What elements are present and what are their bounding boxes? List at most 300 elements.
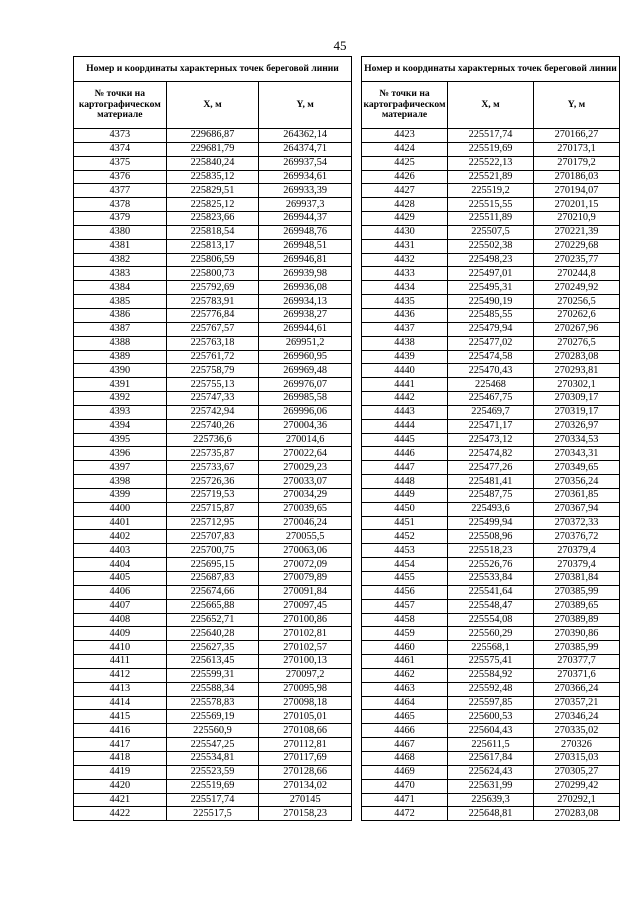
cell-y: 270267,96: [534, 322, 620, 336]
table-row: [362, 267, 620, 281]
cell-y: 270349,65: [534, 461, 620, 475]
cell-y: 270256,5: [534, 295, 620, 309]
table-row: [362, 724, 620, 738]
cell-x: 225761,72: [166, 350, 259, 364]
cell-x: 225763,18: [166, 336, 259, 350]
table-row: [74, 405, 352, 419]
cell-y: 269996,06: [259, 405, 352, 419]
table-row: [74, 156, 352, 170]
cell-x: 225640,28: [166, 627, 259, 641]
table-row: [74, 129, 352, 143]
table-row: [362, 170, 620, 184]
cell-y: 270221,39: [534, 225, 620, 239]
cell-point-number: 4423: [362, 129, 448, 143]
cell-x: 225477,02: [448, 336, 534, 350]
cell-point-number: 4454: [362, 558, 448, 572]
cell-x: 225613,45: [166, 655, 259, 669]
cell-x: 225507,5: [448, 225, 534, 239]
cell-y: 270033,07: [259, 475, 352, 489]
cell-x: 225495,31: [448, 281, 534, 295]
table-row: [362, 350, 620, 364]
cell-y: 269934,61: [259, 170, 352, 184]
cell-point-number: 4424: [362, 142, 448, 156]
cell-x: 225736,6: [166, 433, 259, 447]
cell-x: 225639,3: [448, 793, 534, 807]
cell-x: 225519,69: [166, 779, 259, 793]
cell-y: 270173,1: [534, 142, 620, 156]
table-row: [362, 225, 620, 239]
table-row: [74, 682, 352, 696]
cell-x: 225758,79: [166, 364, 259, 378]
cell-point-number: 4373: [74, 129, 167, 143]
cell-point-number: 4435: [362, 295, 448, 309]
table-row: [362, 696, 620, 710]
cell-x: 225742,94: [166, 405, 259, 419]
cell-point-number: 4411: [74, 655, 167, 669]
cell-y: 270022,64: [259, 447, 352, 461]
cell-point-number: 4445: [362, 433, 448, 447]
cell-x: 225700,75: [166, 544, 259, 558]
cell-point-number: 4469: [362, 765, 448, 779]
cell-y: 270112,81: [259, 738, 352, 752]
cell-y: 270343,31: [534, 447, 620, 461]
cell-x: 225485,55: [448, 308, 534, 322]
cell-point-number: 4399: [74, 488, 167, 502]
cell-x: 225578,83: [166, 696, 259, 710]
table-row: [362, 558, 620, 572]
cell-x: 225617,84: [448, 751, 534, 765]
cell-point-number: 4376: [74, 170, 167, 184]
table-row: [74, 253, 352, 267]
table-row: [74, 281, 352, 295]
cell-x: 225687,83: [166, 572, 259, 586]
column-header-point: № точки на картографическом материале: [362, 82, 448, 129]
coordinates-table-left: [73, 56, 352, 821]
cell-x: 225517,74: [166, 793, 259, 807]
cell-x: 225825,12: [166, 198, 259, 212]
cell-point-number: 4392: [74, 392, 167, 406]
cell-x: 229686,87: [166, 129, 259, 143]
column-header-y: Y, м: [534, 82, 620, 129]
table-row: [362, 516, 620, 530]
table-row: [74, 295, 352, 309]
cell-y: 269948,51: [259, 239, 352, 253]
cell-point-number: 4374: [74, 142, 167, 156]
cell-point-number: 4443: [362, 405, 448, 419]
cell-point-number: 4422: [74, 807, 167, 821]
cell-y: 270385,99: [534, 641, 620, 655]
cell-y: 270201,15: [534, 198, 620, 212]
cell-y: 270210,9: [534, 212, 620, 226]
cell-x: 225813,17: [166, 239, 259, 253]
table-row: [74, 212, 352, 226]
cell-x: 225479,94: [448, 322, 534, 336]
cell-y: 270117,69: [259, 751, 352, 765]
cell-y: 270134,02: [259, 779, 352, 793]
cell-y: 270377,7: [534, 655, 620, 669]
cell-y: 269936,08: [259, 281, 352, 295]
cell-point-number: 4393: [74, 405, 167, 419]
cell-y: 270244,8: [534, 267, 620, 281]
cell-y: 270091,84: [259, 585, 352, 599]
cell-y: 270262,6: [534, 308, 620, 322]
cell-y: 270283,08: [534, 807, 620, 821]
cell-point-number: 4410: [74, 641, 167, 655]
cell-x: 225518,23: [448, 544, 534, 558]
cell-point-number: 4418: [74, 751, 167, 765]
cell-y: 269969,48: [259, 364, 352, 378]
table-row: [362, 295, 620, 309]
table-row: [362, 655, 620, 669]
cell-y: 270389,65: [534, 599, 620, 613]
cell-point-number: 4457: [362, 599, 448, 613]
cell-point-number: 4391: [74, 378, 167, 392]
cell-point-number: 4463: [362, 682, 448, 696]
cell-x: 225473,12: [448, 433, 534, 447]
cell-point-number: 4442: [362, 392, 448, 406]
cell-y: 270034,29: [259, 488, 352, 502]
column-header-x: X, м: [448, 82, 534, 129]
table-row: [74, 239, 352, 253]
cell-y: 269976,07: [259, 378, 352, 392]
cell-x: 225521,89: [448, 170, 534, 184]
cell-point-number: 4405: [74, 572, 167, 586]
cell-x: 225588,34: [166, 682, 259, 696]
cell-x: 225493,6: [448, 502, 534, 516]
cell-point-number: 4467: [362, 738, 448, 752]
cell-x: 225517,74: [448, 129, 534, 143]
cell-y: 270055,5: [259, 530, 352, 544]
table-row: [74, 599, 352, 613]
cell-y: 270072,09: [259, 558, 352, 572]
cell-point-number: 4383: [74, 267, 167, 281]
cell-x: 225806,59: [166, 253, 259, 267]
table-row: [74, 738, 352, 752]
table-row: [74, 779, 352, 793]
table-row: [362, 336, 620, 350]
cell-y: 270309,17: [534, 392, 620, 406]
cell-point-number: 4397: [74, 461, 167, 475]
table-body-left: [74, 129, 352, 821]
cell-y: 269938,27: [259, 308, 352, 322]
cell-point-number: 4396: [74, 447, 167, 461]
cell-point-number: 4377: [74, 184, 167, 198]
table-row: [362, 308, 620, 322]
cell-x: 225477,26: [448, 461, 534, 475]
cell-x: 225519,2: [448, 184, 534, 198]
cell-y: 270292,1: [534, 793, 620, 807]
cell-x: 225499,94: [448, 516, 534, 530]
cell-x: 225515,55: [448, 198, 534, 212]
table-row: [362, 544, 620, 558]
cell-point-number: 4375: [74, 156, 167, 170]
cell-y: 270299,42: [534, 779, 620, 793]
cell-y: 270334,53: [534, 433, 620, 447]
cell-point-number: 4417: [74, 738, 167, 752]
cell-point-number: 4408: [74, 613, 167, 627]
table-row: [74, 392, 352, 406]
cell-point-number: 4460: [362, 641, 448, 655]
cell-y: 270194,07: [534, 184, 620, 198]
cell-y: 270372,33: [534, 516, 620, 530]
cell-x: 225823,66: [166, 212, 259, 226]
table-row: [362, 239, 620, 253]
cell-x: 225726,36: [166, 475, 259, 489]
cell-y: 269939,98: [259, 267, 352, 281]
cell-point-number: 4386: [74, 308, 167, 322]
cell-y: 270128,66: [259, 765, 352, 779]
column-header-y: Y, м: [259, 82, 352, 129]
cell-x: 225508,96: [448, 530, 534, 544]
cell-y: 270293,81: [534, 364, 620, 378]
cell-y: 269944,61: [259, 322, 352, 336]
cell-x: 225665,88: [166, 599, 259, 613]
table-row: [362, 641, 620, 655]
cell-y: 270097,45: [259, 599, 352, 613]
table-row: [362, 378, 620, 392]
table-row: [74, 751, 352, 765]
cell-point-number: 4378: [74, 198, 167, 212]
table-row: [74, 724, 352, 738]
table-row: [362, 405, 620, 419]
table-caption: Номер и координаты характерных точек береговой линии: [74, 57, 352, 82]
table-row: [362, 502, 620, 516]
cell-y: 269937,54: [259, 156, 352, 170]
table-row: [74, 558, 352, 572]
cell-y: 270361,85: [534, 488, 620, 502]
cell-point-number: 4429: [362, 212, 448, 226]
cell-x: 225470,43: [448, 364, 534, 378]
cell-x: 225648,81: [448, 807, 534, 821]
cell-x: 225719,53: [166, 488, 259, 502]
cell-y: 269960,95: [259, 350, 352, 364]
cell-point-number: 4466: [362, 724, 448, 738]
table-row: [362, 184, 620, 198]
cell-point-number: 4420: [74, 779, 167, 793]
cell-point-number: 4381: [74, 239, 167, 253]
table-row: [74, 142, 352, 156]
cell-y: 270046,24: [259, 516, 352, 530]
cell-x: 225569,19: [166, 710, 259, 724]
cell-x: 225474,58: [448, 350, 534, 364]
cell-y: 270315,03: [534, 751, 620, 765]
table-row: [74, 502, 352, 516]
table-row: [362, 793, 620, 807]
cell-point-number: 4471: [362, 793, 448, 807]
table-row: [362, 198, 620, 212]
cell-point-number: 4432: [362, 253, 448, 267]
cell-point-number: 4446: [362, 447, 448, 461]
cell-y: 269946,81: [259, 253, 352, 267]
cell-y: 264374,71: [259, 142, 352, 156]
cell-point-number: 4444: [362, 419, 448, 433]
cell-x: 225487,75: [448, 488, 534, 502]
cell-point-number: 4421: [74, 793, 167, 807]
cell-y: 270004,36: [259, 419, 352, 433]
cell-point-number: 4379: [74, 212, 167, 226]
table-row: [362, 530, 620, 544]
cell-y: 270102,81: [259, 627, 352, 641]
cell-point-number: 4390: [74, 364, 167, 378]
cell-x: 225624,43: [448, 765, 534, 779]
cell-y: 270346,24: [534, 710, 620, 724]
cell-point-number: 4409: [74, 627, 167, 641]
cell-y: 270158,23: [259, 807, 352, 821]
cell-y: 270039,65: [259, 502, 352, 516]
cell-y: 270235,77: [534, 253, 620, 267]
cell-x: 225631,99: [448, 779, 534, 793]
table-row: [74, 308, 352, 322]
cell-point-number: 4439: [362, 350, 448, 364]
cell-y: 269933,39: [259, 184, 352, 198]
cell-point-number: 4441: [362, 378, 448, 392]
coordinates-table-right: [361, 56, 620, 821]
cell-x: 225627,35: [166, 641, 259, 655]
cell-point-number: 4388: [74, 336, 167, 350]
cell-point-number: 4382: [74, 253, 167, 267]
cell-x: 225526,76: [448, 558, 534, 572]
table-row: [362, 765, 620, 779]
table-row: [74, 710, 352, 724]
table-row: [362, 779, 620, 793]
cell-y: 264362,14: [259, 129, 352, 143]
cell-x: 225554,08: [448, 613, 534, 627]
cell-point-number: 4451: [362, 516, 448, 530]
cell-point-number: 4385: [74, 295, 167, 309]
table-row: [362, 433, 620, 447]
cell-x: 225600,53: [448, 710, 534, 724]
cell-point-number: 4401: [74, 516, 167, 530]
cell-x: 225755,13: [166, 378, 259, 392]
table-row: [362, 627, 620, 641]
cell-y: 270389,89: [534, 613, 620, 627]
table-row: [362, 364, 620, 378]
cell-y: 270367,94: [534, 502, 620, 516]
table-row: [362, 129, 620, 143]
cell-y: 270366,24: [534, 682, 620, 696]
cell-x: 225560,29: [448, 627, 534, 641]
cell-x: 225523,59: [166, 765, 259, 779]
cell-x: 225469,7: [448, 405, 534, 419]
cell-point-number: 4400: [74, 502, 167, 516]
table-row: [74, 655, 352, 669]
column-header-point: № точки на картографическом материале: [74, 82, 167, 129]
table-row: [362, 156, 620, 170]
cell-point-number: 4461: [362, 655, 448, 669]
table-row: [74, 336, 352, 350]
cell-x: 225747,33: [166, 392, 259, 406]
cell-y: 270305,27: [534, 765, 620, 779]
cell-point-number: 4462: [362, 668, 448, 682]
cell-point-number: 4431: [362, 239, 448, 253]
table-row: [74, 641, 352, 655]
table-row: [74, 225, 352, 239]
cell-x: 225547,25: [166, 738, 259, 752]
cell-y: 269944,37: [259, 212, 352, 226]
cell-x: 225522,13: [448, 156, 534, 170]
cell-y: 270229,68: [534, 239, 620, 253]
cell-y: 270179,2: [534, 156, 620, 170]
table-row: [362, 572, 620, 586]
cell-y: 270100,86: [259, 613, 352, 627]
table-row: [362, 392, 620, 406]
cell-point-number: 4402: [74, 530, 167, 544]
table-row: [362, 751, 620, 765]
cell-point-number: 4426: [362, 170, 448, 184]
cell-point-number: 4438: [362, 336, 448, 350]
table-row: [74, 516, 352, 530]
cell-point-number: 4389: [74, 350, 167, 364]
table-row: [74, 447, 352, 461]
cell-y: 270014,6: [259, 433, 352, 447]
cell-point-number: 4465: [362, 710, 448, 724]
cell-point-number: 4415: [74, 710, 167, 724]
cell-point-number: 4448: [362, 475, 448, 489]
cell-x: 225818,54: [166, 225, 259, 239]
cell-x: 229681,79: [166, 142, 259, 156]
cell-point-number: 4413: [74, 682, 167, 696]
cell-x: 225471,17: [448, 419, 534, 433]
cell-x: 225740,26: [166, 419, 259, 433]
table-row: [74, 433, 352, 447]
cell-y: 270381,84: [534, 572, 620, 586]
cell-point-number: 4472: [362, 807, 448, 821]
table-row: [362, 475, 620, 489]
cell-point-number: 4387: [74, 322, 167, 336]
cell-point-number: 4470: [362, 779, 448, 793]
cell-x: 225712,95: [166, 516, 259, 530]
cell-y: 270302,1: [534, 378, 620, 392]
cell-point-number: 4452: [362, 530, 448, 544]
cell-x: 225541,64: [448, 585, 534, 599]
cell-point-number: 4395: [74, 433, 167, 447]
cell-point-number: 4455: [362, 572, 448, 586]
table-body-right: [362, 129, 620, 821]
cell-point-number: 4380: [74, 225, 167, 239]
table-row: [74, 488, 352, 502]
table-row: [74, 364, 352, 378]
cell-point-number: 4384: [74, 281, 167, 295]
table-row: [362, 599, 620, 613]
cell-point-number: 4436: [362, 308, 448, 322]
cell-y: 270376,72: [534, 530, 620, 544]
cell-x: 225533,84: [448, 572, 534, 586]
cell-x: 225592,48: [448, 682, 534, 696]
table-row: [362, 322, 620, 336]
cell-y: 270326: [534, 738, 620, 752]
cell-x: 225767,57: [166, 322, 259, 336]
table-row: [74, 793, 352, 807]
cell-y: 270379,4: [534, 544, 620, 558]
cell-x: 225498,23: [448, 253, 534, 267]
table-row: [74, 322, 352, 336]
cell-point-number: 4416: [74, 724, 167, 738]
table-row: [362, 461, 620, 475]
table-row: [74, 475, 352, 489]
cell-y: 270390,86: [534, 627, 620, 641]
cell-y: 270335,02: [534, 724, 620, 738]
cell-x: 225584,92: [448, 668, 534, 682]
cell-point-number: 4407: [74, 599, 167, 613]
cell-x: 225674,66: [166, 585, 259, 599]
cell-x: 225599,31: [166, 668, 259, 682]
cell-x: 225467,75: [448, 392, 534, 406]
cell-x: 225519,69: [448, 142, 534, 156]
table-row: [74, 184, 352, 198]
table-row: [362, 253, 620, 267]
cell-x: 225776,84: [166, 308, 259, 322]
cell-x: 225560,9: [166, 724, 259, 738]
